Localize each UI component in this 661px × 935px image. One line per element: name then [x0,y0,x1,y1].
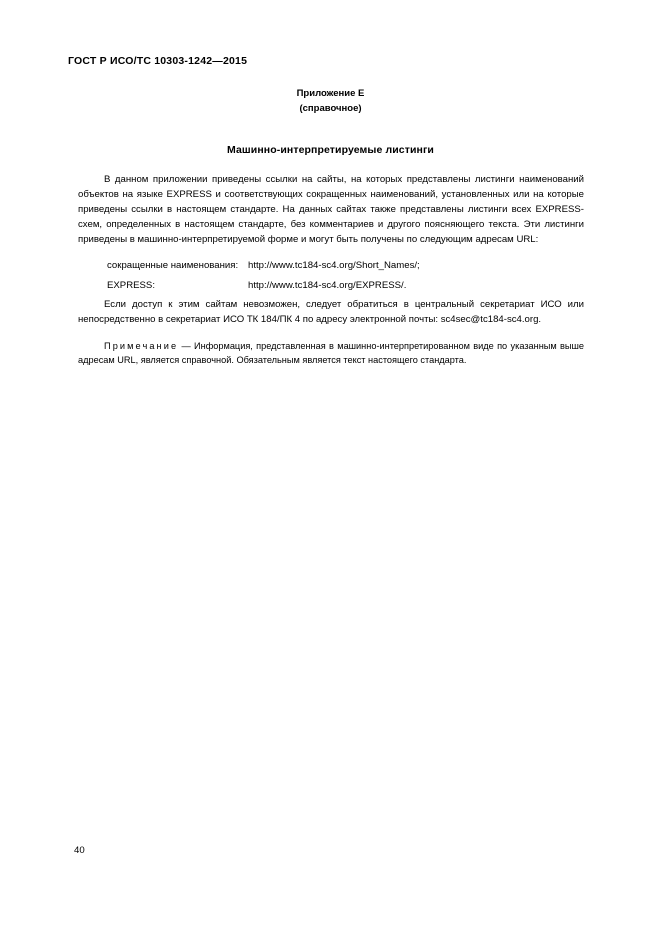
url-list-item [78,258,584,273]
standard-number-header: ГОСТ Р ИСО/ТС 10303-1242—2015 [68,55,248,67]
intro-paragraph: В данном приложении приведены ссылки на сайты, на которых представлены листинги наименований объектов на языке EXPRESS и соответствующих сокращенных наименований, установленных или на которые приведены ссылки в настоящем стандарте. На данных сайтах также представлены листинги всех EXPRESS-схем, определенных в настоящем стандарте, без комментариев и другого поясняющего текста. Эти листинги приведены в машинно-интерпретируемой форме и могут быть получены по следующим адресам URL: [78,174,584,246]
note-label: Примечание [104,340,179,351]
url-item-label: EXPRESS: [107,279,155,291]
note-dash: — [178,340,195,351]
annex-subtitle: (справочное) [299,103,362,114]
page-number: 40 [74,845,85,856]
url-item-label: сокращенные наименования: [107,260,239,272]
note-text: Информация, представленная в машинно-интерпретированном виде по указанным выше адресам URL, является справочной. Обязательным является текст настоящего стандарта. [78,340,585,366]
section-heading: Машинно-интерпретируемые листинги [227,144,434,156]
access-paragraph: Если доступ к этим сайтам невозможен, следует обратиться в центральный секретариат ИСО или непосредственно в секретариат ИСО ТК 184/ПК 4 по адресу электронной почты: sc4sec@tc184-sc4.org. [78,298,584,325]
note-paragraph [78,339,584,368]
url-list-item [78,278,584,293]
page-body [78,172,584,368]
url-item-address[interactable]: http://www.tc184-sc4.org/EXPRESS/. [248,279,407,291]
url-list [78,258,584,292]
url-item-address[interactable]: http://www.tc184-sc4.org/Short_Names/; [248,260,420,272]
annex-title: Приложение Е [296,88,365,99]
annex-heading-block [0,86,661,116]
